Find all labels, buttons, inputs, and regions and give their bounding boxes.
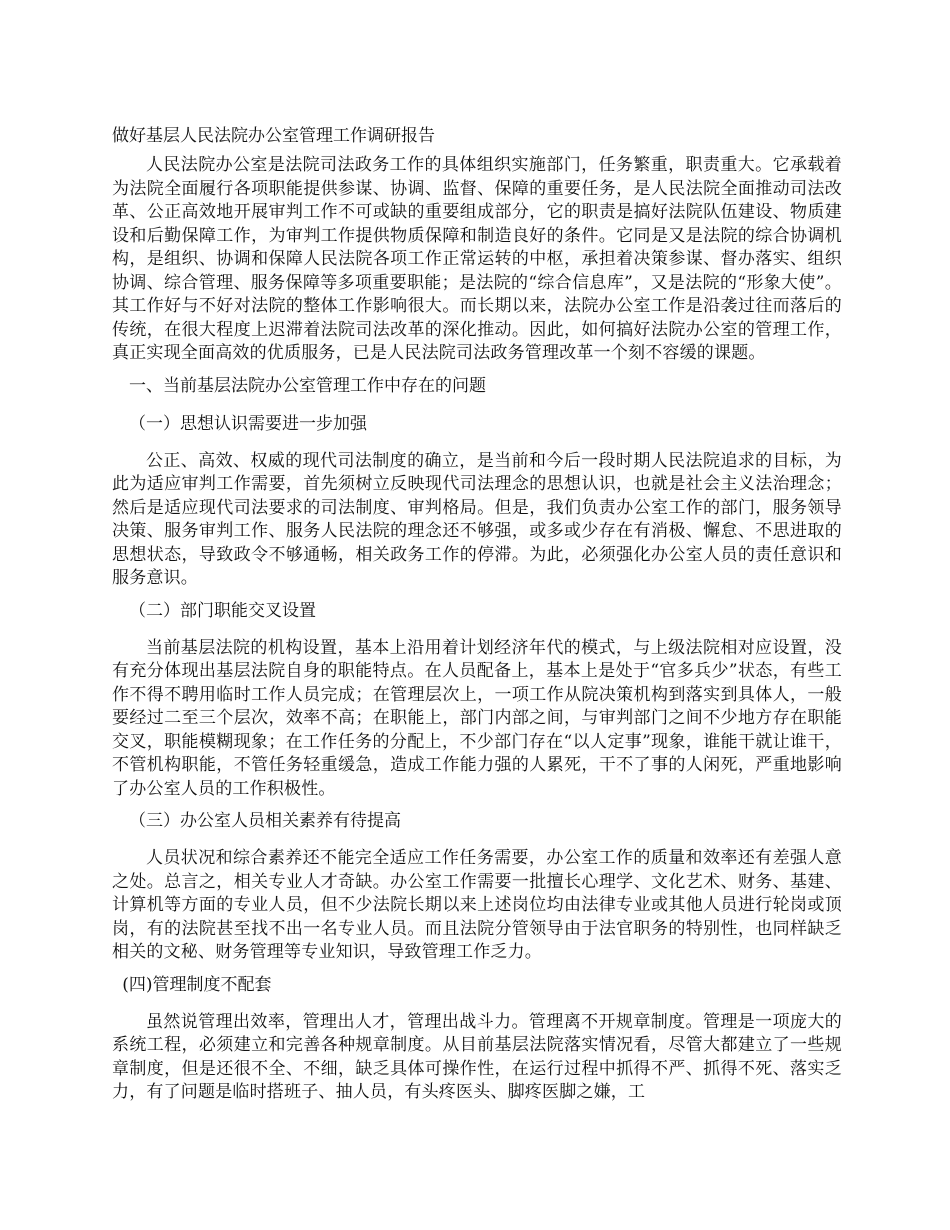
- subsection-paragraph-4: 虽然说管理出效率，管理出人才，管理出战斗力。管理离不开规章制度。管理是一项庞大的系统工程，必须建立和完善各种规章制度。从目前基层法院落实情况看，尽管大都建立了一些规章制度，但是还很不全、不细，缺乏具体可操作性，在运行过程中抓得不严、抓得不死、落实乏力，有了问题是临时搭班子、抽人员，有头疼医头、脚疼医脚之嫌，工: [112, 1011, 842, 1102]
- section-heading-1: 一、当前基层法院办公室管理工作中存在的问题: [129, 375, 486, 396]
- subsection-heading-4: (四)管理制度不配套: [122, 974, 272, 995]
- subsection-heading-2: （二）部门职能交叉设置: [129, 600, 316, 621]
- intro-paragraph: 人民法院办公室是法院司法政务工作的具体组织实施部门，任务繁重，职责重大。它承载着为法院全面履行各项职能提供参谋、协调、监督、保障的重要任务，是人民法院全面推动司法改革、公正高效地开展审判工作不可或缺的重要组成部分，它的职责是搞好法院队伍建设、物质建设和后勤保障工作，为审判工作提供物质保障和制造良好的条件。它同是又是法院的综合协调机构，是组织、协调和保障人民法院各项工作正常运转的中枢，承担着决策参谋、督办落实、组织协调、综合管理、服务保障等多项重要职能；是法院的“综合信息库”，又是法院的“形象大使”。其工作好与不好对法院的整体工作影响很大。而长期以来，法院办公室工作是沿袭过往而落后的传统，在很大程度上迟滞着法院司法改革的深化推动。因此，如何搞好法院办公室的管理工作，真正实现全面高效的优质服务，已是人民法院司法政务管理改革一个刻不容缓的课题。: [112, 155, 842, 363]
- subsection-paragraph-1: 公正、高效、权威的现代司法制度的确立，是当前和今后一段时期人民法院追求的目标，为此为适应审判工作需要，首先须树立反映现代司法理念的思想认识，也就是社会主义法治理念；然后是适应现代司法要求的司法制度、审判格局。但是，我们负责办公室工作的部门，服务领导决策、服务审判工作、服务人民法院的理念还不够强，或多或少存在有消极、懈怠、不思进取的思想状态，导致政令不够通畅，相关政务工作的停滞。为此，必须强化办公室人员的责任意识和服务意识。: [112, 450, 842, 588]
- subsection-paragraph-3: 人员状况和综合素养还不能完全适应工作任务需要，办公室工作的质量和效率还有差强人意之处。总言之，相关专业人才奇缺。办公室工作需要一批擅长心理学、文化艺术、财务、基建、计算机等方面的专业人员，但不少法院长期以来上述岗位均由法律专业或其他人员进行轮岗或顶岗，有的法院甚至找不出一名专业人员。而且法院分管领导由于法官职务的特别性，也同样缺乏相关的文秘、财务管理等专业知识，导致管理工作乏力。: [112, 848, 842, 962]
- subsection-heading-3: （三）办公室人员相关素养有待提高: [129, 811, 401, 831]
- subsection-paragraph-2: 当前基层法院的机构设置，基本上沿用着计划经济年代的模式，与上级法院相对应设置，没有充分体现出基层法院自身的职能特点。在人员配备上，基本上是处于“官多兵少”状态，有些工作不得不聘用临时工作人员完成；在管理层次上，一项工作从院决策机构到落实到具体人，一般要经过二至三个层次，效率不高；在职能上，部门内部之间，与审判部门之间不少地方存在职能交叉，职能模糊现象；在工作任务的分配上，不少部门存在“以人定事”现象，谁能干就让谁干，不管机构职能，不管任务轻重缓急，造成工作能力强的人累死，干不了事的人闲死，严重地影响了办公室人员的工作积极性。: [112, 637, 842, 799]
- document-page: [112, 124, 842, 1113]
- subsection-heading-1: （一）思想认识需要进一步加强: [129, 413, 367, 434]
- document-title: 做好基层人民法院办公室管理工作调研报告: [112, 126, 435, 146]
